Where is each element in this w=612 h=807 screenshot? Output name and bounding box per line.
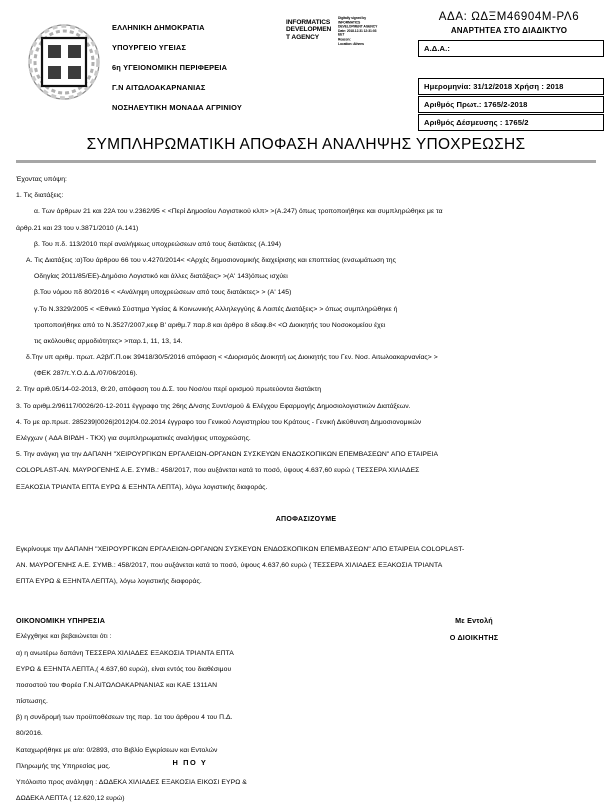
verify-a-line3: ποσοστού του Φορέα Γ.Ν.ΑΙΤΩΛΟΑΚΑΡΝΑΝΙΑΣ και ΚΑΕ 1311ΑΝ xyxy=(16,681,218,689)
informatics-development-agency-label xyxy=(286,19,336,41)
verify-d-line1: Υπόλοιπο προς ανάληψη : ΔΩΔΕΚΑ ΧΙΛΙΑΔΕΣ ΕΞΑΚΟΣΙΑ ΕΙΚΟΣΙ ΕΥΡΩ & xyxy=(16,779,247,786)
item2-line: 2. Την αριθ.05/14-02-2013, Θ:20, απόφαση του Δ.Σ. του Νοσ/ου περί ορισμού πρωτεύοντα διατάκτη xyxy=(16,386,322,394)
financial-service-heading: ΟΙΚΟΝΟΜΙΚΗ ΥΠΗΡΕΣΙΑ xyxy=(16,616,106,626)
item1A-line1: Α. Τις Διατάξεις :α)Του άρθρου 66 του ν.4270/2014< <Αρχές δημοσιονομικής διαχείρισης και εποπτείας (ενσωμάτωση της xyxy=(26,256,396,264)
verify-c-line1: Καταχωρήθηκε με α/α: 0/2893, στο Βιβλίο Εγκρίσεων και Εντολών xyxy=(16,746,218,754)
intro-text: Έχοντας υπόψη: xyxy=(16,176,67,183)
organization-block xyxy=(112,24,282,124)
item4-line2: Ελέγχων ( ΑΔΑ ΒΙΡΔΗ - ΤΚΧ) για συμπληρωματικές αναλήψεις υποχρεώσης. xyxy=(16,435,251,442)
protocol-field-box: Αριθμός Πρωτ.: 1765/2-2018 xyxy=(418,96,604,113)
financial-service-body xyxy=(16,629,346,807)
item1B-line: β.Του νόμου πδ 80/2016 < <Ανάληψη υποχρεώσεων από τους διατάκτες> > (Α' 145) xyxy=(34,289,292,297)
organization-line-3: 6η ΥΓΕΙΟΝΟΜΙΚΗ ΠΕΡΙΦΕΡΕΙΑ xyxy=(112,62,228,72)
organization-line-1: ΕΛΛΗΝΙΚΗ ΔΗΜΟΚΡΑΤΙΑ xyxy=(112,23,205,32)
organization-line-5: ΝΟΣΗΛΕΥΤΙΚΗ ΜΟΝΑΔΑ ΑΓΡΙΝΙΟΥ xyxy=(112,102,242,112)
verify-c-line2: Πληρωμής της Υπηρεσίας μας. xyxy=(16,762,111,770)
signature-line-6: Reason: xyxy=(338,37,351,42)
spacer-before-footer xyxy=(0,590,612,612)
item1b-line: β. Του π.δ. 113/2010 περί αναλήψεως υποχρεώσεων από τους διατάκτες (Α.194) xyxy=(34,240,282,248)
item1C-line3: τις ακόλουθες αρμοδιότητες> >παρ.1, 11, 13, 14. xyxy=(34,337,183,345)
signature-line-2: INFORMATICS xyxy=(338,20,361,25)
digital-signature-stamp xyxy=(338,16,396,46)
ida-line-2: DEVELOPMEN xyxy=(286,26,332,34)
item1D-line1: δ.Την υπ αριθμ. πρωτ. Α2β/Γ.Π.οικ 39418/30/5/2016 απόφαση < <Διορισμός Διοικητή ως Διοικητής του Γεν. Νοσ. Αιτωλοακαρνανίας> > xyxy=(26,354,438,362)
title-divider xyxy=(16,160,596,163)
decision-line2: ΑΝ. ΜΑΥΡΟΓΕΝΗΣ Α.Ε. ΣΥΜΒ.: 458/2017, που αυξάνεται κατά το ποσό, ύψους 4.637,60 ευρώ ( ΤΕΣΣΕΡΑ ΧΙΛΙΑΔΕΣ ΕΞΑΚΟΣΙΑ ΤΡΙΑΝΤΑ xyxy=(16,561,443,569)
verify-a-line1: α) η ανωτέρω δαπάνη ΤΕΣΣΕΡΑ ΧΙΛΙΑΔΕΣ ΕΞΑΚΟΣΙΑ ΤΡΙΑΝΤΑ ΕΠΤΑ xyxy=(16,649,234,657)
decision-line1: Εγκρίνουμε την ΔΑΠΑΝΗ "ΧΕΙΡΟΥΡΓΙΚΩΝ ΕΡΓΑΛΕΙΩΝ-ΟΡΓΑΝΩΝ ΣΥΣΚΕΥΩΝ ΕΝΔΟΣΚΟΠΙΚΩΝ ΕΠΕΜΒΑΣΕΩΝ" ΑΠΟ ΕΤΑΙΡΕΙΑ COLOPLAST- xyxy=(16,545,465,553)
spacer-before-decision xyxy=(0,496,612,505)
page-title-wrap xyxy=(0,136,612,154)
ida-line-3: T AGENCY xyxy=(286,33,320,41)
item1A-line2: Οδηγίας 2011/85/ΕΕ)-Δημόσιο Λογιστικό και άλλες διατάξεις> >(Α' 143)όπως ισχύει xyxy=(34,273,288,281)
item5-line2: COLOPLAST-ΑΝ. ΜΑΥΡΟΓΕΝΗΣ Α.Ε. ΣΥΜΒ.: 458/2017, που αυξάνεται κατά το ποσό, ύψους 4.637,60 ευρώ ( ΤΕΣΣΕΡΑ ΧΙΛΙΑΔΕΣ xyxy=(16,467,420,475)
signature-column xyxy=(384,612,564,646)
page-title: ΣΥΜΠΛΗΡΩΜΑΤΙΚΗ ΑΠΟΦΑΣΗ ΑΝΑΛΗΨΗΣ ΥΠΟΧΡΕΩΣΗΣ xyxy=(86,136,526,153)
administrator-label: Ο ΔΙΟΙΚΗΤΗΣ xyxy=(449,633,499,643)
document-header xyxy=(0,0,612,127)
organization-line-2: ΥΠΟΥΡΓΕΙΟ ΥΓΕΙΑΣ xyxy=(112,42,187,52)
decision-heading-wrap xyxy=(0,505,612,527)
signature-line-4: Date: 2018.12.31 12:31:03 xyxy=(338,28,377,33)
item1-heading: 1. Τις διατάξεις: xyxy=(16,192,64,200)
organization-line-4: Γ.Ν ΑΙΤΩΛΟΑΚΑΡΝΑΝΙΑΣ xyxy=(112,82,206,92)
verify-b-line2: 80/2016. xyxy=(16,730,43,738)
intro-paragraph xyxy=(0,172,612,496)
decision-paragraph xyxy=(0,542,612,591)
verify-a-line2: ΕΥΡΩ & ΕΞΗΝΤΑ ΛΕΠΤΑ,( 4.637,60 ευρώ), είναι εντός του διαθέσιμου xyxy=(16,665,232,673)
bottom-signature-label: Η ΠΟ Υ xyxy=(172,758,208,767)
document-body xyxy=(0,172,612,807)
item1a-line1: α. Των άρθρων 21 και 22Α του ν.2362/95 < <Περί Δημοσίου Λογιστικού κλπ> >(Α.247) όπως τροποποιήθηκε και συμπληρώθηκε με τα xyxy=(34,208,443,216)
financial-service-column xyxy=(16,612,346,807)
ada-field-box: Α.Δ.Α.: xyxy=(418,40,604,57)
signature-line-3: DEVELOPMENT AGENCY xyxy=(338,24,378,29)
greek-coat-of-arms-icon xyxy=(26,22,102,102)
by-order-label: Με Εντολή xyxy=(455,616,493,626)
signature-line-1: Digitally signed by xyxy=(338,16,367,20)
signature-line-5: EET xyxy=(338,33,345,38)
item5-line1: 5. Την ανάγκη για την ΔΑΠΑΝΗ "ΧΕΙΡΟΥΡΓΙΚΩΝ ΕΡΓΑΛΕΙΩΝ-ΟΡΓΑΝΩΝ ΣΥΣΚΕΥΩΝ ΕΝΔΟΣΚΟΠΙΚΩΝ ΕΠΕΜΒΑΣΕΩΝ" ΑΠΟ ΕΤΑΙΡΕΙΑ xyxy=(16,451,439,459)
item5-line3: ΕΞΑΚΟΣΙΑ ΤΡΙΑΝΤΑ ΕΠΤΑ ΕΥΡΩ & ΕΞΗΝΤΑ ΛΕΠΤΑ), λόγω λογιστικής διαφοράς. xyxy=(16,483,268,491)
footer-section xyxy=(0,612,612,807)
item1D-line2: (ΦΕΚ 287/τ.Υ.Ο.Δ.Δ./07/06/2016). xyxy=(34,370,138,378)
verify-d-line2: ΔΩΔΕΚΑ ΛΕΠΤΑ ( 12.620,12 ευρώ) xyxy=(16,795,125,803)
anartitea-label: ΑΝΑΡΤΗΤΕΑ ΣΤΟ ΔΙΑΔΙΚΤΥΟ xyxy=(450,26,568,35)
ada-code: ΑΔΑ: ΩΔΞΜ46904Μ-ΡΛ6 xyxy=(438,11,580,23)
decision-heading: ΑΠΟΦΑΣΙΖΟΥΜΕ xyxy=(275,515,337,523)
item1C-line1: γ.Το Ν.3329/2005 < <Εθνικό Σύστημα Υγείας & Κοινωνικής Αλληλεγγύης & Λοιπές Διατάξεις> > όπως συμπληρώθηκε ή xyxy=(34,305,398,313)
commitment-field-box: Αριθμός Δέσμευσης : 1765/2 xyxy=(418,114,604,131)
verify-b-line1: β) η συνδρομή των προϋποθέσεων της παρ. 1α του άρθρου 4 του Π.Δ. xyxy=(16,714,233,722)
signature-line-7: Location: Athens xyxy=(338,41,364,46)
ida-line-1: INFORMATICS xyxy=(286,19,331,26)
item4-line1: 4. Το με αρ.πρωτ. 285239|0026|2012|04.02.2014 έγγραφο του Γενικού Λογιστηρίου του Κράτους - Γενική Διεύθυνση Δημοσιονομικών xyxy=(16,418,422,426)
date-field-box: Ημερομηνία: 31/12/2018 Χρήση : 2018 xyxy=(418,78,604,95)
item1C-line2: τροποποιήθηκε από το Ν.3527/2007,κεφ Β' αριθμ.7 παρ.8 και άρθρο 8 εδαφ.8< <Ο Διοικητής του Νοσοκομείου έχει xyxy=(34,321,386,329)
spacer-after-decision-heading xyxy=(0,527,612,542)
verify-intro: Ελέγχθηκε και βεβαιώνεται ότι : xyxy=(16,633,112,641)
decision-line3: ΕΠΤΑ ΕΥΡΩ & ΕΞΗΝΤΑ ΛΕΠΤΑ), λόγω λογιστικής διαφοράς. xyxy=(16,578,202,586)
verify-a-line4: πίστωσης. xyxy=(16,698,48,706)
item1a-line2: άρθρ.21 και 23 του ν.3871/2010 (Α.141) xyxy=(16,224,139,232)
item3-line: 3. Το αριθμ.2/96117/0026/20-12-2011 έγγραφο της 26ης Δ/νσης Συντ/σμού & Ελέγχου Εφαρμογής Δημοσιολογιστικών Διατάξεων. xyxy=(16,402,411,410)
